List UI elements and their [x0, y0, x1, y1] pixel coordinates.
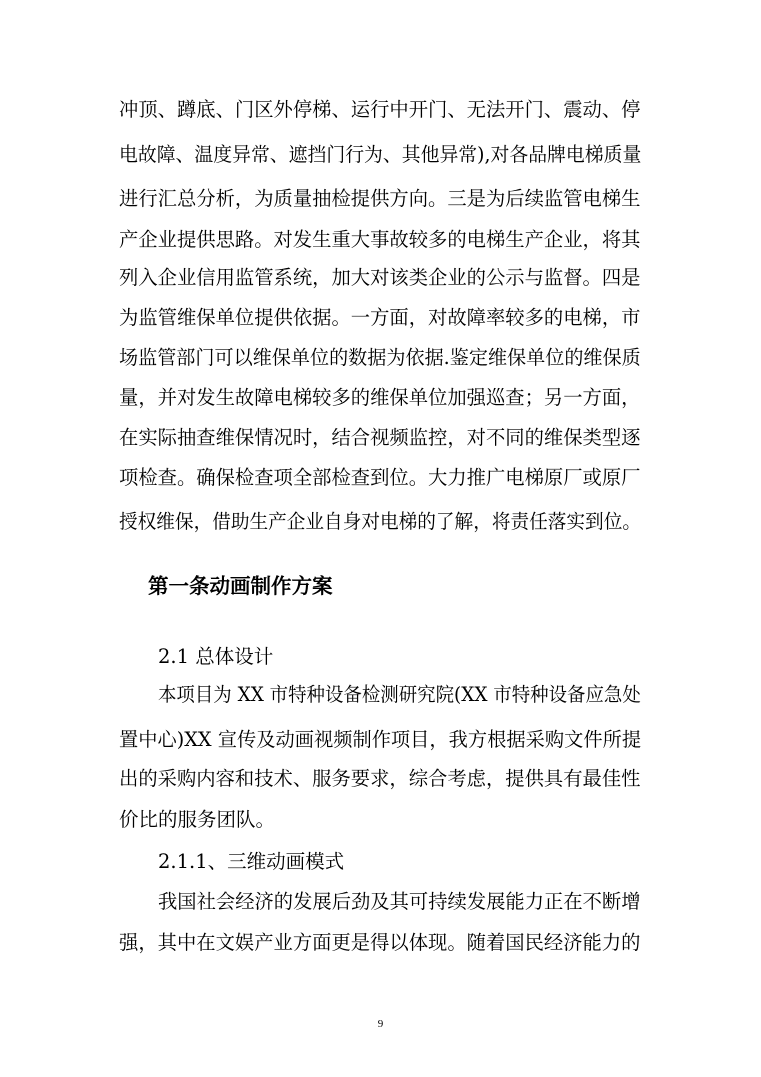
paragraph-line: 电故障、温度异常、遮挡门行为、其他异常),对各品牌电梯质量	[119, 143, 642, 166]
paragraph-line: 为监管维保单位提供依据。一方面，对故障率较多的电梯，市	[119, 306, 641, 329]
paragraph-line: 量，并对发生故障电梯较多的维保单位加强巡查；另一方面，	[119, 386, 641, 409]
paragraph-line: 列入企业信用监管系统，加大对该类企业的公示与监督。四是	[119, 266, 641, 289]
paragraph-line: 在实际抽查维保情况时，结合视频监控，对不同的维保类型逐	[119, 426, 641, 449]
paragraph-line: 置中心)XX 宣传及动画视频制作项目，我方根据采购文件所提	[119, 728, 642, 751]
paragraph-line: 本项目为 XX 市特种设备检测研究院(XX 市特种设备应急处	[158, 683, 641, 706]
paragraph-line: 出的采购内容和技术、服务要求，综合考虑，提供具有最佳性	[119, 767, 641, 790]
paragraph-line: 冲顶、蹲底、门区外停梯、运行中开门、无法开门、震动、停	[119, 98, 641, 121]
paragraph-line: 场监管部门可以维保单位的数据为依据.鉴定维保单位的维保质	[119, 346, 641, 369]
paragraph-line: 强，其中在文娱产业方面更是得以体现。随着国民经济能力的	[119, 931, 641, 954]
paragraph-line: 授权维保，借助生产企业自身对电梯的了解，将责任落实到位。	[119, 510, 641, 533]
paragraph-line: 进行汇总分析，为质量抽检提供方向。三是为后续监管电梯生	[119, 187, 641, 210]
paragraph-line: 产企业提供思路。对发生重大事故较多的电梯生产企业，将其	[119, 228, 641, 251]
section-heading: 第一条动画制作方案	[148, 574, 333, 598]
subsection-title: 2.1 总体设计	[158, 645, 274, 668]
paragraph-line: 我国社会经济的发展后劲及其可持续发展能力正在不断增	[158, 890, 641, 913]
subsection-title: 2.1.1、三维动画模式	[158, 850, 345, 873]
paragraph-line: 项检查。确保检查项全部检查到位。大力推广电梯原厂或原厂	[119, 466, 641, 489]
page-number: 9	[377, 1018, 384, 1030]
paragraph-line: 价比的服务团队。	[119, 808, 276, 831]
